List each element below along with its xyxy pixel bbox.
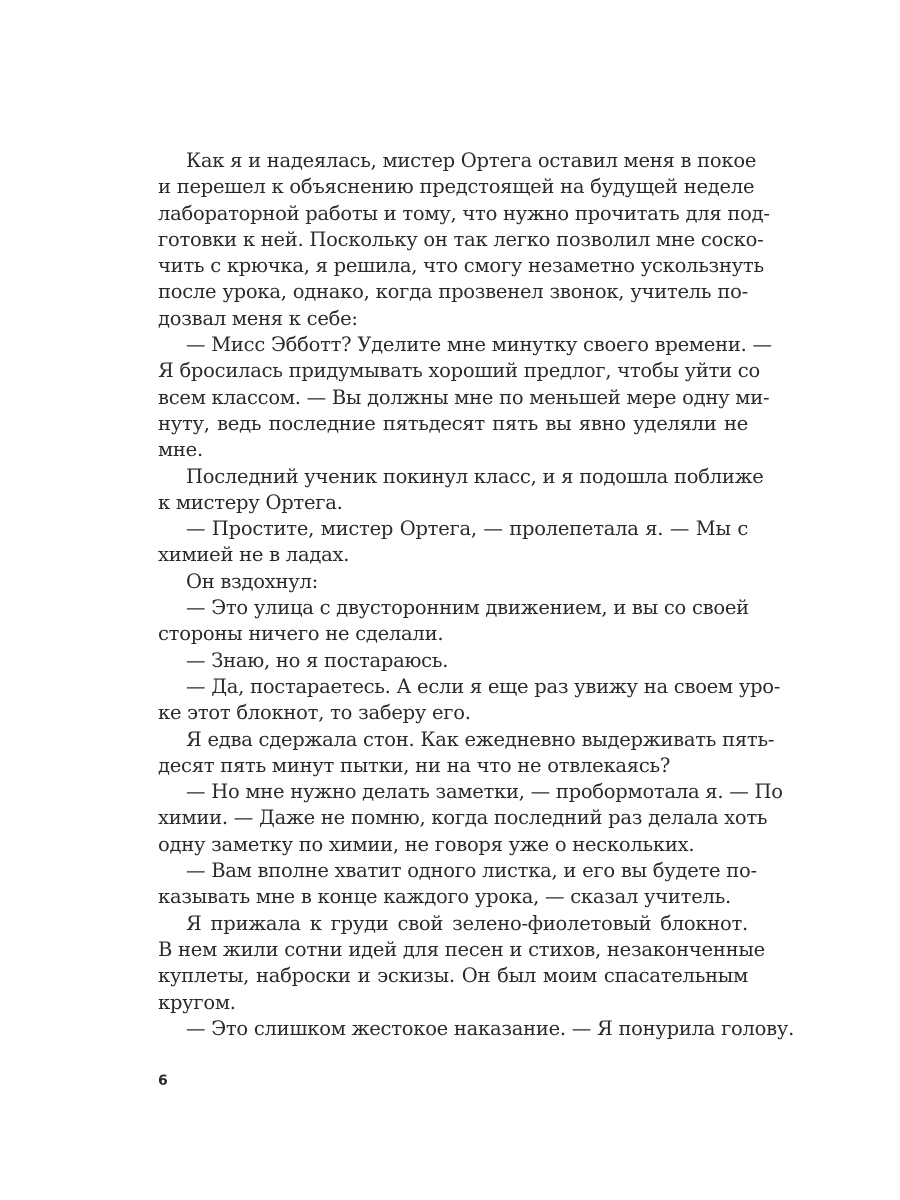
- text-line: — Это слишком жестокое наказание. — Я понурила голову.: [186, 1016, 795, 1040]
- text-line: чить с крючка, я решила, что смогу незаметно ускользнуть: [158, 254, 764, 278]
- text-line: Как я и надеялась, мистер Ортега оставил меня в покое: [186, 149, 757, 172]
- page-number: 6: [158, 1073, 168, 1089]
- text-line: куплеты, наброски и эскизы. Он был моим спасательным: [158, 964, 748, 988]
- text-line: ке этот блокнот, то заберу его.: [158, 701, 471, 725]
- text-line: стороны ничего не сделали.: [158, 622, 444, 646]
- text-line: — Простите, мистер Ортега, — пролепетала я. — Мы с: [186, 517, 748, 541]
- text-line: казывать мне в конце каждого урока, — сказал учитель.: [158, 885, 731, 909]
- text-line: В нем жили сотни идей для песен и стихов, незаконченные: [158, 937, 765, 961]
- text-line: после урока, однако, когда прозвенел звонок, учитель по-: [158, 280, 748, 304]
- text-line: Он вздохнул:: [186, 569, 318, 593]
- body-text: [158, 148, 795, 1042]
- text-line: к мистеру Ортега.: [158, 490, 343, 514]
- text-line: — Но мне нужно делать заметки, — пробормотала я. — По: [186, 780, 783, 804]
- text-line: мне.: [158, 438, 203, 462]
- text-line: Последний ученик покинул класс, и я подошла поближе: [186, 464, 764, 488]
- text-line: нуту, ведь последние пятьдесят пять вы явно уделяли не: [158, 411, 748, 435]
- text-line: одну заметку по химии, не говоря уже о нескольких.: [158, 832, 695, 856]
- text-line: лабораторной работы и тому, что нужно прочитать для под-: [158, 201, 770, 225]
- text-line: Я едва сдержала стон. Как ежедневно выдерживать пять-: [186, 727, 775, 751]
- text-line: Я прижала к груди свой зелено-фиолетовый блокнот.: [186, 911, 748, 935]
- text-line: — Вам вполне хватит одного листка, и его вы будете по-: [186, 859, 757, 883]
- text-line: — Это улица с двусторонним движением, и вы со своей: [186, 596, 749, 620]
- text-line: и перешел к объяснению предстоящей на будущей неделе: [158, 175, 755, 199]
- text-line: десят пять минут пытки, ни на что не отвлекаясь?: [158, 753, 671, 777]
- text-line: кругом.: [158, 990, 236, 1014]
- text-line: — Знаю, но я постараюсь.: [186, 648, 449, 672]
- text-line: всем классом. — Вы должны мне по меньшей мере одну ми-: [158, 385, 770, 409]
- text-line: готовки к ней. Поскольку он так легко позволил мне соско-: [158, 227, 764, 251]
- text-line: дозвал меня к себе:: [158, 306, 358, 330]
- text-line: химией не в ладах.: [158, 543, 350, 567]
- text-line: химии. — Даже не помню, когда последний раз делала хоть: [158, 806, 768, 830]
- text-line: — Мисс Эбботт? Уделите мне минутку своего времени. —: [186, 333, 772, 357]
- text-line: — Да, постараетесь. А если я еще раз увижу на своем уро-: [186, 674, 781, 698]
- text-line: Я бросилась придумывать хороший предлог, чтобы уйти со: [158, 359, 760, 383]
